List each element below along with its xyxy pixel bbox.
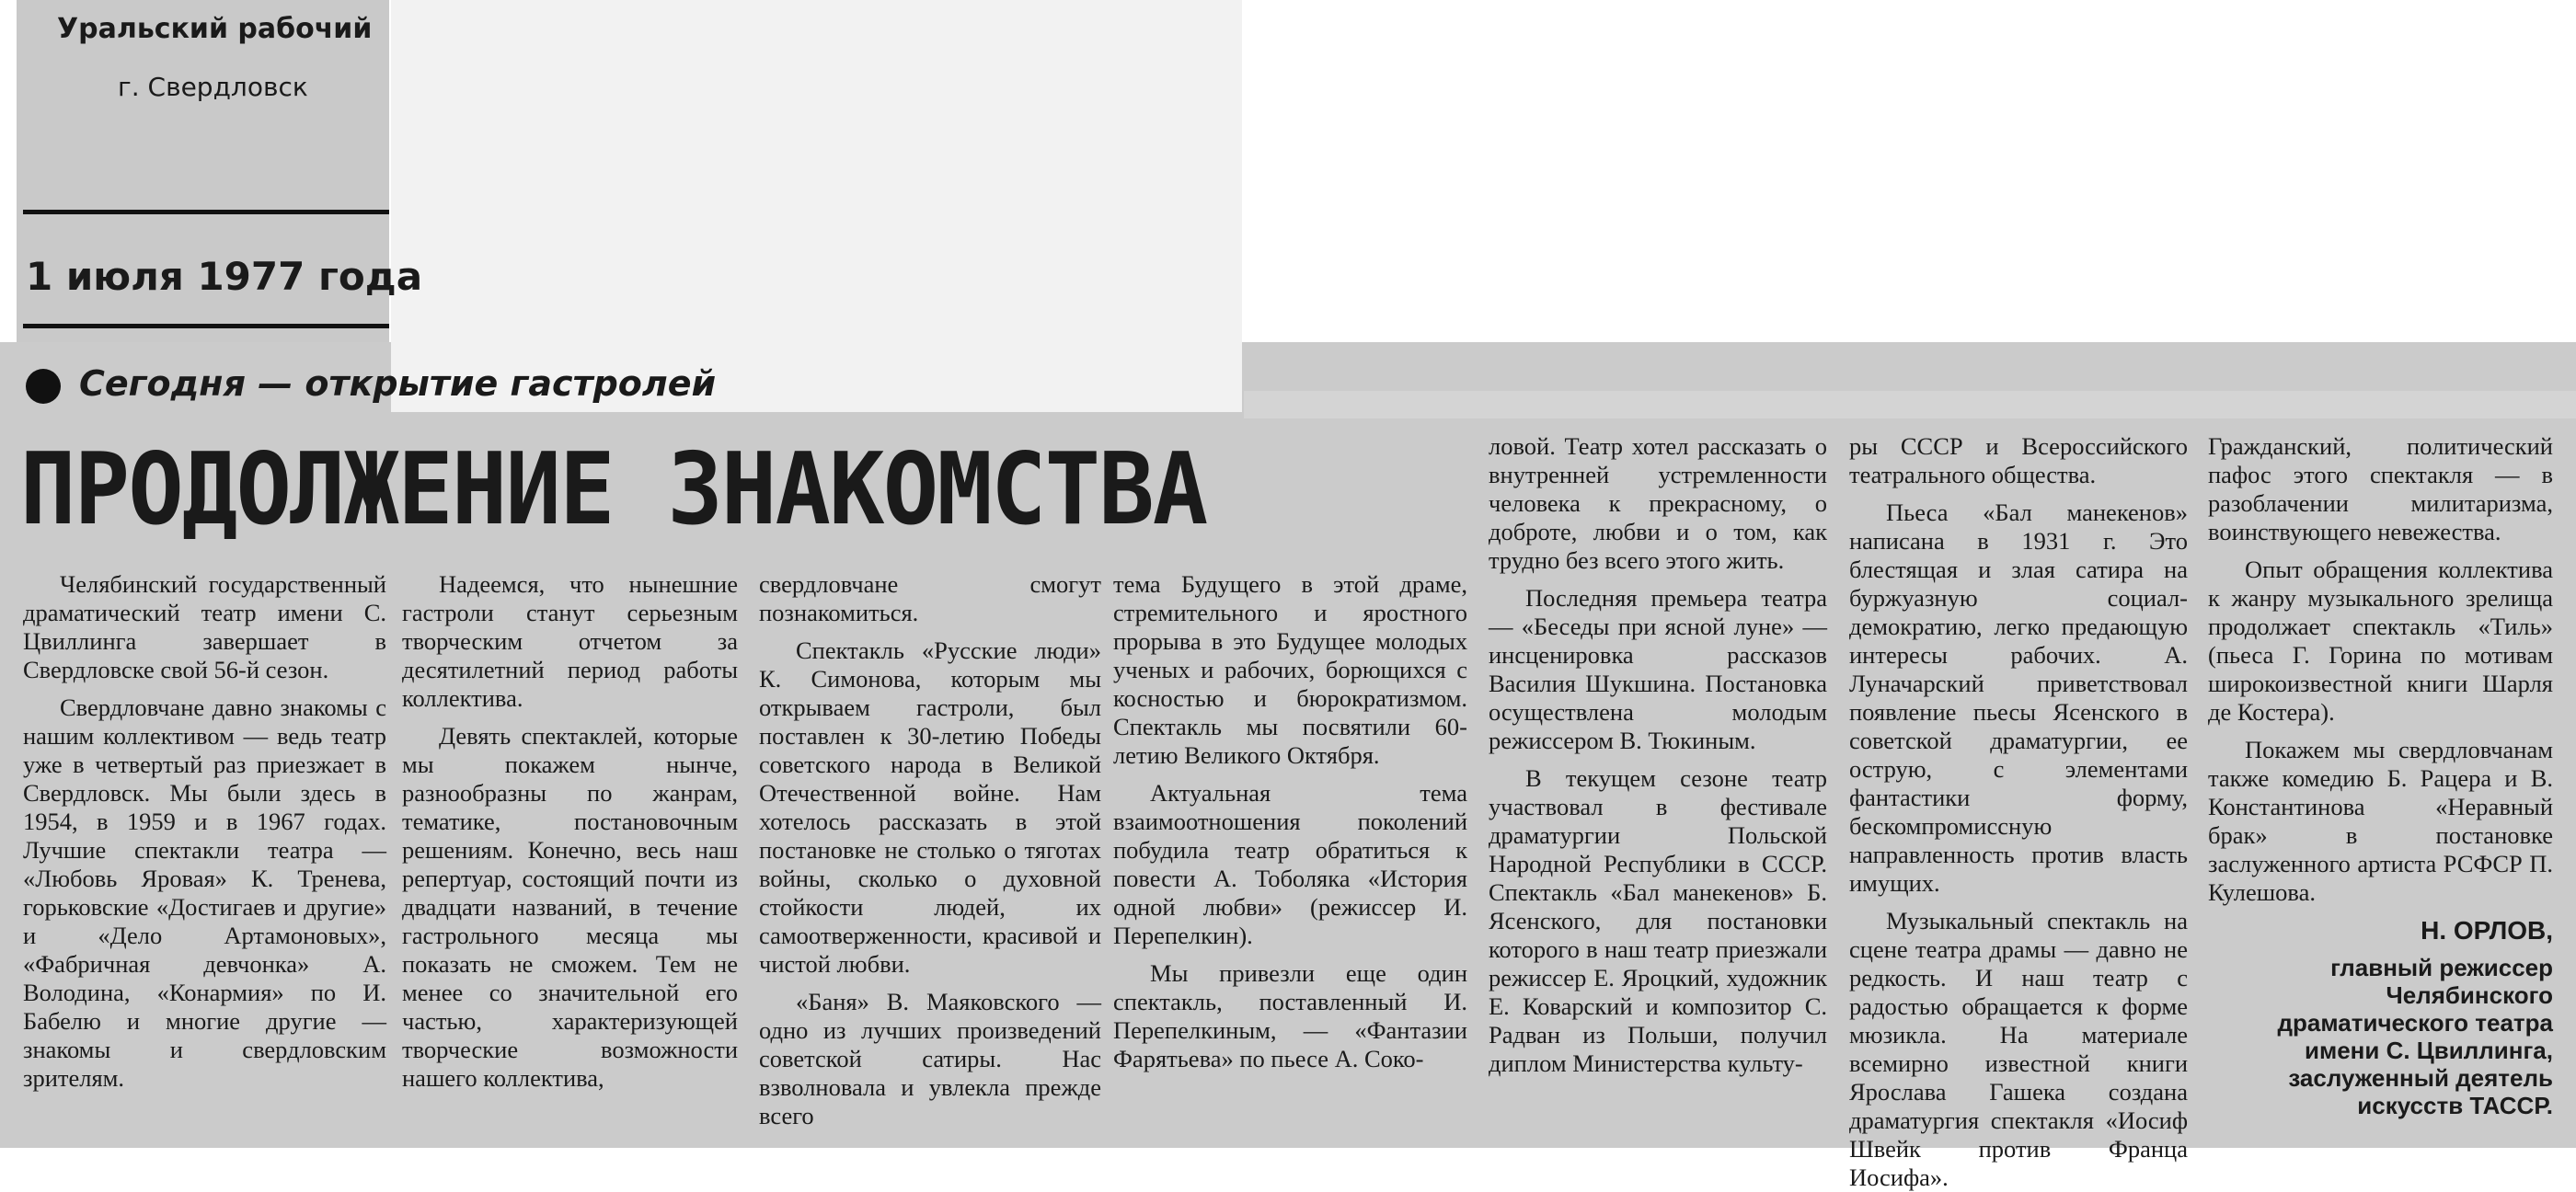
article-column-4 bbox=[1113, 570, 1467, 1073]
paragraph: Свердловчане давно знакомы с нашим коллективом — ведь театр уже в четвертый раз приезжает в Свердловск. Мы были здесь в 1954, в 1959 и в 1967 годах. Лучшие спектакли театра — «Любовь Яровая» К. Тренева, горьковские «Достигаев и другие» и «Дело Артамоновых», «Фабричная девчонка» А. Володина, «Конармия» по И. Бабелю и многие другие — знакомы и свердловским зрителям. bbox=[23, 693, 386, 1092]
rubric-line bbox=[26, 363, 716, 404]
paragraph: Актуальная тема взаимоотношения поколений побудила театр обратиться к повести А. Тоболяка «История одной любви» (режиссер И. Перепелкин). bbox=[1113, 779, 1467, 949]
article-column-6 bbox=[1849, 432, 2188, 1192]
signature-title: главный режиссер Челябинского драматического театра имени С. Цвиллинга, заслуженный деятель искусств ТАССР. bbox=[2277, 954, 2553, 1119]
stamp-date: 1 июля 1977 года bbox=[26, 254, 423, 299]
paragraph: ловой. Театр хотел рассказать о внутренней устремленности человека к прекрасному, о доброте, любви и о том, как трудно без всего этого жить. bbox=[1489, 432, 1827, 574]
paragraph: свердловчане смогут познакомиться. bbox=[759, 570, 1101, 626]
bullet-icon bbox=[26, 369, 61, 404]
paragraph: Спектакль «Русские люди» К. Симонова, которым мы открываем гастроли, был поставлен к 30-летию Победы советского народа в Великой Отечественной войне. Нам хотелось рассказать в этой постановке не столько о тяготах войны, сколько о духовной стойкости людей, их самоотверженности, красивой и чистой любви. bbox=[759, 636, 1101, 978]
article-column-3 bbox=[759, 570, 1101, 1130]
stamp-bottom-rule bbox=[23, 324, 389, 328]
article-column-1 bbox=[23, 570, 386, 1093]
stamp-city: г. Свердловск bbox=[118, 72, 308, 102]
article-column-2 bbox=[402, 570, 738, 1093]
paragraph: Покажем мы свердловчанам также комедию Б. Рацера и В. Константинова «Неравный брак» в постановке заслуженного артиста РСФСР П. Кулешова. bbox=[2208, 736, 2553, 906]
paragraph: Последняя премьера театра — «Беседы при ясной луне» — инсценировка рассказов Василия Шукшина. Постановка осуществлена молодым режиссером В. Тюкиным. bbox=[1489, 584, 1827, 754]
paragraph: Челябинский государственный драматический театр имени С. Цвиллинга завершает в Свердловске свой 56-й сезон. bbox=[23, 570, 386, 683]
paragraph: Гражданский, политический пафос этого спектакля — в разоблачении милитаризма, воинствующего невежества. bbox=[2208, 432, 2553, 545]
article-column-7 bbox=[2208, 432, 2553, 1119]
paragraph: Надеемся, что нынешние гастроли станут серьезным творческим отчетом за десятилетний период работы коллектива. bbox=[402, 570, 738, 712]
blank-paper bbox=[391, 0, 1242, 412]
article-column-5 bbox=[1489, 432, 1827, 1078]
paragraph: ры СССР и Всероссийского театрального общества. bbox=[1849, 432, 2188, 488]
stamp-top-rule bbox=[23, 210, 389, 214]
signature-name: Н. ОРЛОВ, bbox=[2421, 916, 2553, 945]
headline: ПРОДОЛЖЕНИЕ ЗНАКОМСТВА bbox=[20, 432, 1207, 547]
paragraph: Мы привезли еще один спектакль, поставленный И. Перепелкиным, — «Фантазии Фарятьева» по пьесе А. Соко- bbox=[1113, 959, 1467, 1072]
rubric-text: Сегодня — открытие гастролей bbox=[79, 363, 717, 404]
paragraph: тема Будущего в этой драме, стремительного и яростного прорыва в это Будущее молодых ученых и рабочих, борющихся с косностью и бюрократизмом. Спектакль мы посвятили 60-летию Великого Октября. bbox=[1113, 570, 1467, 769]
paragraph: Опыт обращения коллектива к жанру музыкального зрелища продолжает спектакль «Тиль» (пьеса Г. Горина по мотивам широкоизвестной книги Шарля де Костера). bbox=[2208, 556, 2553, 726]
paragraph: В текущем сезоне театр участвовал в фестивале драматургии Польской Народной Республики в СССР. Спектакль «Бал манекенов» Б. Ясенского, для постановки которого в наш театр приезжали режиссер Е. Яроцкий, художник Е. Коварский и композитор С. Радван из Польши, получил диплом Министерства культу- bbox=[1489, 764, 1827, 1077]
paragraph: Пьеса «Бал манекенов» написана в 1931 г. Это блестящая и злая сатира на буржуазную социал-демократию, легко предающую интересы рабочих. А. Луначарский приветствовал появление пьесы Ясенского в советской драматургии, ее острую, с элементами фантастики форму, бескомпромиссную направленность против власть имущих. bbox=[1849, 499, 2188, 897]
paragraph: «Баня» В. Маяковского — одно из лучших произведений советской сатиры. Нас взволновала и увлекла прежде всего bbox=[759, 988, 1101, 1129]
stamp-newspaper: Уральский рабочий bbox=[57, 13, 373, 45]
paragraph: Музыкальный спектакль на сцене театра драмы — давно не редкость. И наш театр с радостью обращается к форме мюзикла. На материале всемирно известной книги Ярослава Гашека создана драматургия спектакля «Иосиф Швейк против Франца Иосифа». bbox=[1849, 907, 2188, 1191]
paragraph: Девять спектаклей, которые мы покажем нынче, разнообразны по жанрам, тематике, постановочным решениям. Конечно, весь наш репертуар, состоящий почти из двадцати названий, в течение гастрольного месяца мы показать не сможем. Тем не менее со значительной его частью, характеризующей творческие возможности нашего коллектива, bbox=[402, 722, 738, 1092]
clipping-edge bbox=[1244, 391, 2576, 418]
